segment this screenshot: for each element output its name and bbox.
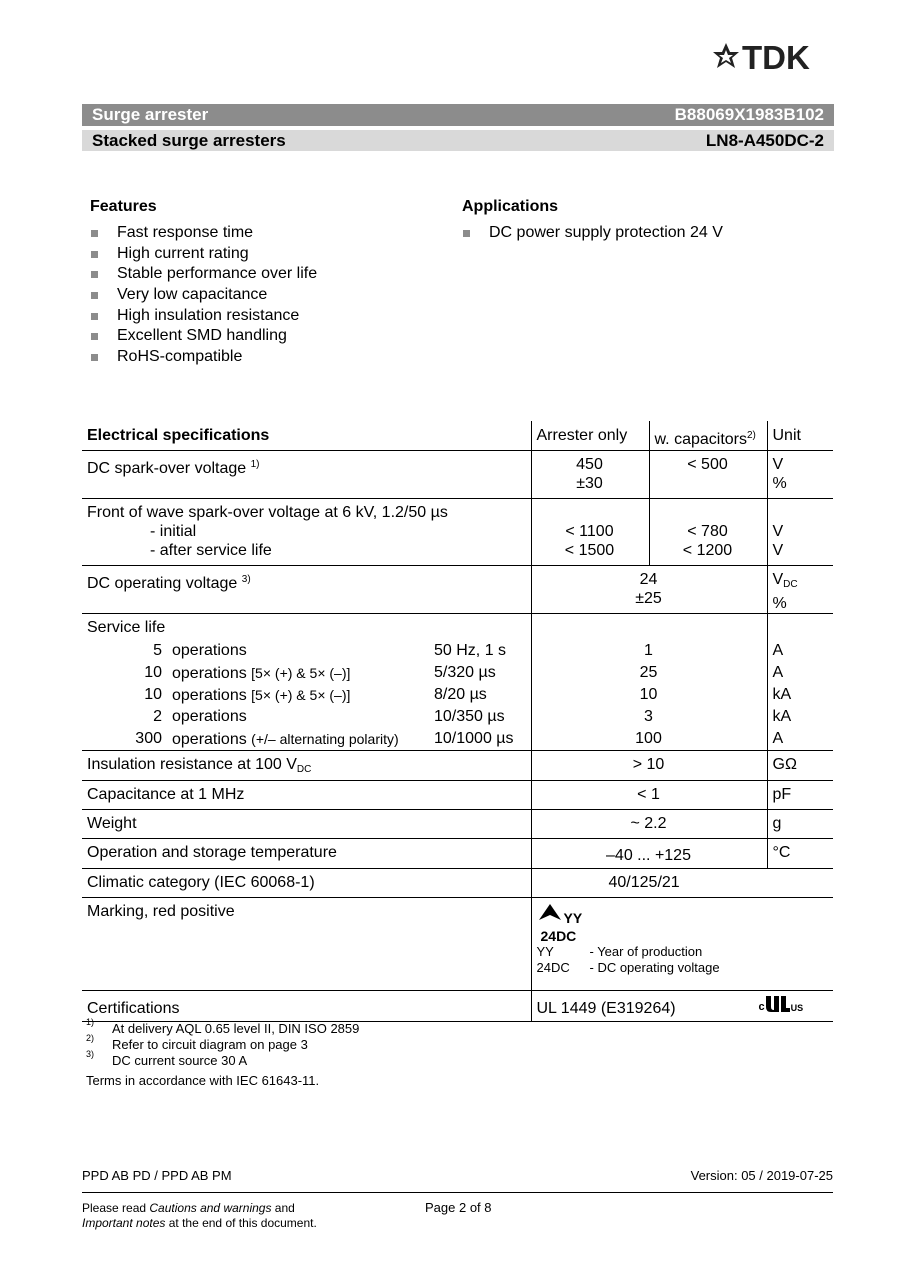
bullet-square-icon — [91, 271, 98, 278]
bullet-square-icon — [463, 230, 470, 237]
front-wave-unit: V V — [772, 522, 784, 559]
list-item: DC power supply protection 24 V — [462, 223, 723, 244]
bullet-square-icon — [91, 251, 98, 258]
footer-dept: PPD AB PD / PPD AB PM — [82, 1168, 232, 1183]
product-name: Surge arrester — [92, 105, 209, 124]
footer-divider — [82, 1192, 833, 1193]
list-item: High insulation resistance — [90, 306, 317, 327]
insulation-unit: GΩ — [772, 756, 797, 774]
bullet-square-icon — [91, 292, 98, 299]
service-life-label: Service life 5 operations 50 Hz, 1 s 10 operations [5× (+) & 5× (–)] 5/320 µs 10 operations [5× (+) & 5× (–)] 8/20 µs 2 operations 10/350 µs 300 operations (+/– alternating polarity) 10/1000 µs — [82, 614, 531, 751]
dc-sparkover-caps: < 500 — [687, 455, 728, 473]
tdk-logo — [712, 40, 836, 74]
capacitance-unit: pF — [772, 786, 792, 804]
list-item: Fast response time — [90, 223, 317, 244]
header-bar-subtitle — [82, 130, 834, 151]
dc-operating-label: DC operating voltage $^{3)}$ — [87, 573, 251, 592]
features-title: Features — [90, 198, 157, 215]
table-row — [82, 839, 833, 869]
list-item: High current rating — [90, 244, 317, 265]
service-life-row: 5 operations 50 Hz, 1 s — [153, 641, 507, 659]
insulation-label: Insulation resistance at 100 $V_{DC}$ — [87, 756, 312, 776]
electrical-spec-table — [82, 421, 833, 1022]
temperature-label: Operation and storage temperature — [87, 844, 337, 862]
dc-operating-value: 24 ±25 — [635, 570, 662, 607]
insulation-value: > 10 — [632, 756, 665, 774]
tdk-emblem-icon — [713, 43, 739, 68]
table-row — [82, 991, 833, 1022]
list-item: Stable performance over life — [90, 264, 317, 285]
bullet-square-icon — [91, 354, 98, 361]
dc-sparkover-arrester: 450 ±30 — [576, 455, 603, 492]
bullet-square-icon — [91, 333, 98, 340]
dc-sparkover-label: DC spark-over voltage $^{1)}$ — [87, 458, 260, 477]
ordering-code: LN8-A450DC-2 — [705, 130, 824, 150]
list-item: Excellent SMD handling — [90, 326, 317, 347]
marking-label: Marking, red positive — [87, 903, 235, 921]
col-unit: Unit — [772, 427, 801, 444]
table-row — [82, 498, 833, 565]
front-wave-arrester: < 1100 < 1500 — [564, 522, 615, 559]
table-row — [82, 565, 833, 613]
page-number: Page 2 of 8 — [425, 1200, 492, 1215]
service-life-row: 10 operations [5× (+) & 5× (–)] 8/20 µs — [144, 685, 487, 704]
service-life-row: 10 operations [5× (+) & 5× (–)] 5/320 µs — [144, 663, 496, 682]
table-row — [82, 869, 833, 898]
service-life-units: A A kA kA A — [772, 641, 792, 748]
marking-legend: YY - Year of production 24DC - DC operating voltage — [536, 944, 720, 976]
applications-title: Applications — [462, 198, 559, 215]
service-life-row: 300 operations (+/– alternating polarity) 10/1000 µs — [135, 730, 514, 749]
logo-text: TDK — [742, 40, 810, 74]
applications-list — [462, 223, 723, 244]
header-bar-product — [82, 104, 834, 126]
spec-header-label: Electrical specifications — [87, 427, 270, 444]
list-item: Very low capacitance — [90, 285, 317, 306]
footer-version: Version: 05 / 2019-07-25 — [690, 1168, 833, 1183]
temperature-unit: °C — [772, 844, 791, 862]
table-row — [82, 613, 833, 751]
bullet-square-icon — [91, 230, 98, 237]
weight-label: Weight — [87, 815, 137, 833]
table-row — [82, 450, 833, 498]
marking-24dc: 24DC — [540, 928, 577, 945]
front-wave-caps: < 780 < 1200 — [682, 522, 733, 559]
service-life-row: 2 operations 10/350 µs — [153, 708, 505, 726]
polarity-triangle-icon — [539, 904, 561, 920]
list-item: RoHS-compatible — [90, 347, 317, 368]
footer-note: Please read Cautions and warnings and Important notes at the end of this document. — [82, 1201, 317, 1230]
capacitance-value: < 1 — [637, 786, 660, 804]
product-subtitle: Stacked surge arresters — [92, 130, 286, 150]
climatic-label: Climatic category (IEC 60068-1) — [87, 874, 315, 892]
bullet-square-icon — [91, 313, 98, 320]
weight-value: ~ 2.2 — [630, 815, 667, 833]
table-row — [82, 751, 833, 781]
dc-sparkover-unit: V % — [772, 455, 787, 492]
col-arrester-only: Arrester only — [536, 427, 628, 444]
col-with-capacitors: w. capacitors$^{2)}$ — [654, 430, 756, 448]
dc-operating-unit: $V_{DC}$ % — [772, 570, 798, 612]
table-row — [82, 781, 833, 810]
temperature-value: –40 ... +125 — [606, 847, 691, 865]
certifications-value: UL 1449 (E319264) c US — [532, 991, 834, 1018]
table-row — [82, 898, 833, 991]
marking-yy: YY — [563, 910, 583, 927]
certifications-label: Certifications — [87, 1000, 180, 1018]
weight-unit: g — [772, 815, 782, 833]
table-row — [82, 810, 833, 839]
terms-note: Terms in accordance with IEC 61643-11. — [86, 1073, 320, 1088]
climatic-value: 40/125/21 — [608, 874, 680, 892]
ul-certification-mark-icon: c US — [759, 995, 804, 1013]
service-life-values: 1 25 10 3 100 — [635, 641, 662, 748]
marking-detail — [532, 898, 834, 976]
capacitance-label: Capacitance at 1 MHz — [87, 786, 245, 804]
part-number: B88069X1983B102 — [674, 105, 824, 124]
table-header-row — [82, 421, 833, 450]
front-wave-label: Front of wave spark-over voltage at 6 kV, 1.2/50 µs - initial - after service life — [87, 503, 448, 559]
features-list — [90, 223, 317, 368]
